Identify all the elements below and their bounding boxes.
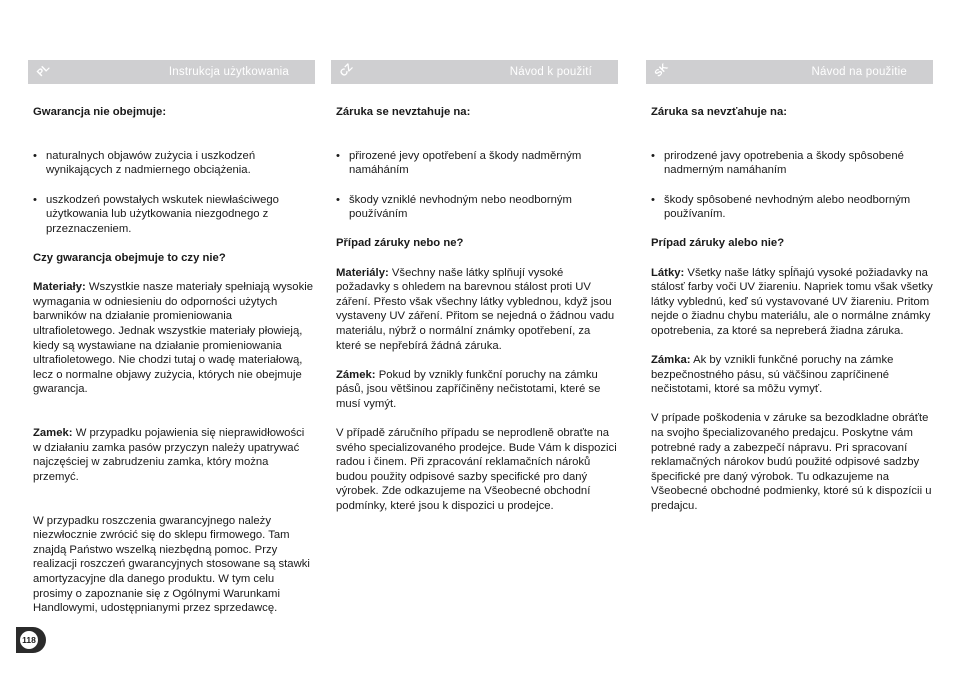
section-header-cz <box>331 60 618 84</box>
list-item: • uszkodzeń powstałych wskutek niewłaściwego użytkowania lub użytkowania niezgodnego z przeznaczeniem. <box>33 193 315 237</box>
section-header-pl <box>28 60 315 84</box>
paragraph-lock <box>336 368 618 412</box>
exclusion-list <box>33 149 315 237</box>
column-sk <box>651 60 933 528</box>
section-content-sk <box>651 105 933 514</box>
materials-label: Látky: <box>651 266 685 279</box>
page-number: 118 <box>20 631 38 649</box>
section-title: Návod na použitie <box>811 66 907 78</box>
list-item: • škody spôsobené nevhodným alebo neodborným používaním. <box>651 193 933 222</box>
language-code: CZ <box>338 62 356 80</box>
heading-warranty-case: Případ záruky nebo ne? <box>336 237 464 250</box>
materials-text: Všetky naše látky spĺňajú vysoké požiadavky na stálosť farby voči UV žiareniu. Napriek tomu však všetky látky vyblednú, keď sú vystavované UV žiareniu. Pritom nejde o žiadnu chybu materiálu, ale o normálne známky opotrebenia, za ktoré sa nepreberá žiadna záruka. <box>651 266 933 337</box>
section-content-pl <box>33 105 315 616</box>
section-title: Instrukcja użytkowania <box>168 66 289 78</box>
exclusion-list <box>651 149 933 222</box>
materials-text: Všechny naše látky splňují vysoké požadavky s ohledem na barevnou stálost proti UV záření. Přesto však všechny látky vyblednou, když jsou vystaveny UV záření. Přitom se nejedná o žádnou vadu materiálu, nýbrž o normální známky opotřebení, za které se nepřebírá žádná záruka. <box>336 266 615 352</box>
column-pl <box>33 60 315 630</box>
list-item: • prirodzené javy opotrebenia a škody spôsobené nadmerným namáhaním <box>651 149 933 178</box>
paragraph-lock <box>33 426 315 484</box>
paragraph-claim: V prípade poškodenia v záruke sa bezodkladne obráťte na svojho špecializovaného predajcu. Poskytne vám potrebné rady a zabezpečí nápravu. Pri spracovaní reklamačných nárokov budú použité odpisové sadzby špecifické pre daný výrobok. Tu odkazujeme na Všeobecné obchodné podmienky, ktoré sú k dispozícii u predajcu. <box>651 412 932 513</box>
paragraph-claim: V případě záručního případu se neprodleně obraťte na svého specializovaného prodejce. Bude Vám k dispozici radou i činem. Při zpracování reklamačních nároků budou použity odpisové sazby specifické pro daný výrobek. Zde odkazujeme na Všeobecné obchodní podmínky, které jsou k dispozici u prodejce. <box>336 427 617 513</box>
list-item: • škody vzniklé nevhodným nebo neodborným používáním <box>336 193 618 222</box>
materials-text: Wszystkie nasze materiały spełniają wysokie wymagania w odniesieniu do odporności użytych barwników na działanie promieniowania ultrafioletowego. Jednak wszystkie materiały płowieją, kiedy są wystawiane na działanie promieniowania ultrafioletowego. Nie chodzi tutaj o wadę materiałową, lecz o normalne objawy zużycia, których nie obejmuje gwarancja. <box>33 281 314 396</box>
lock-label: Zámek: <box>336 368 376 381</box>
heading-exclusions: Záruka se nevztahuje na: <box>336 106 471 118</box>
lock-label: Zamek: <box>33 427 73 440</box>
language-code: PL <box>35 62 53 80</box>
exclusion-list <box>336 149 618 222</box>
heading-warranty-case: Czy gwarancja obejmuje to czy nie? <box>33 251 226 264</box>
paragraph-materials <box>651 266 933 339</box>
heading-warranty-case: Prípad záruky alebo nie? <box>651 237 785 250</box>
lock-text: W przypadku pojawienia się nieprawidłowości w działaniu zamka pasów przyczyn należy upatrywać najczęściej w zabrudzeniu zamka, który można przemyć. <box>33 427 305 483</box>
section-title: Návod k použití <box>509 66 592 78</box>
materials-label: Materiały: <box>33 281 86 294</box>
paragraph-materials <box>33 280 315 397</box>
page-number-tab <box>16 627 46 653</box>
materials-label: Materiály: <box>336 266 389 279</box>
list-item: • naturalnych objawów zużycia i uszkodzeń wynikających z nadmiernego obciążenia. <box>33 149 315 178</box>
lock-label: Zámka: <box>651 354 691 367</box>
paragraph-claim: W przypadku roszczenia gwarancyjnego należy niezwłocznie zwrócić się do sklepu firmowego. Tam znajdą Państwo wszelką niezbędną pomoc. Przy realizacji roszczeń gwarancyjnych stosowane są stawki amortyzacyjne dla danego produktu. W tym celu prosimy o zapoznanie się z Ogólnymi Warunkami Handlowymi, udostępnianymi przez sprzedawcę. <box>33 514 310 615</box>
lock-text: Ak by vznikli funkčné poruchy na zámke bezpečnostného pásu, sú väčšinou zapríčinené nečistotami, ktoré sa môžu vymyť. <box>651 354 894 396</box>
paragraph-lock <box>651 353 933 397</box>
column-cz <box>336 60 618 528</box>
heading-exclusions: Záruka sa nevzťahuje na: <box>651 106 788 118</box>
section-header-sk <box>646 60 933 84</box>
list-item: • přirozené jevy opotřebení a škody nadměrným namáháním <box>336 149 618 178</box>
language-code: SK <box>652 61 671 80</box>
paragraph-materials <box>336 266 618 354</box>
heading-exclusions: Gwarancja nie obejmuje: <box>33 106 167 118</box>
section-content-cz <box>336 105 618 514</box>
lock-text: Pokud by vznikly funkční poruchy na zámku pásů, jsou většinou zapříčiněny nečistotami, které se musí vymýt. <box>336 368 601 410</box>
